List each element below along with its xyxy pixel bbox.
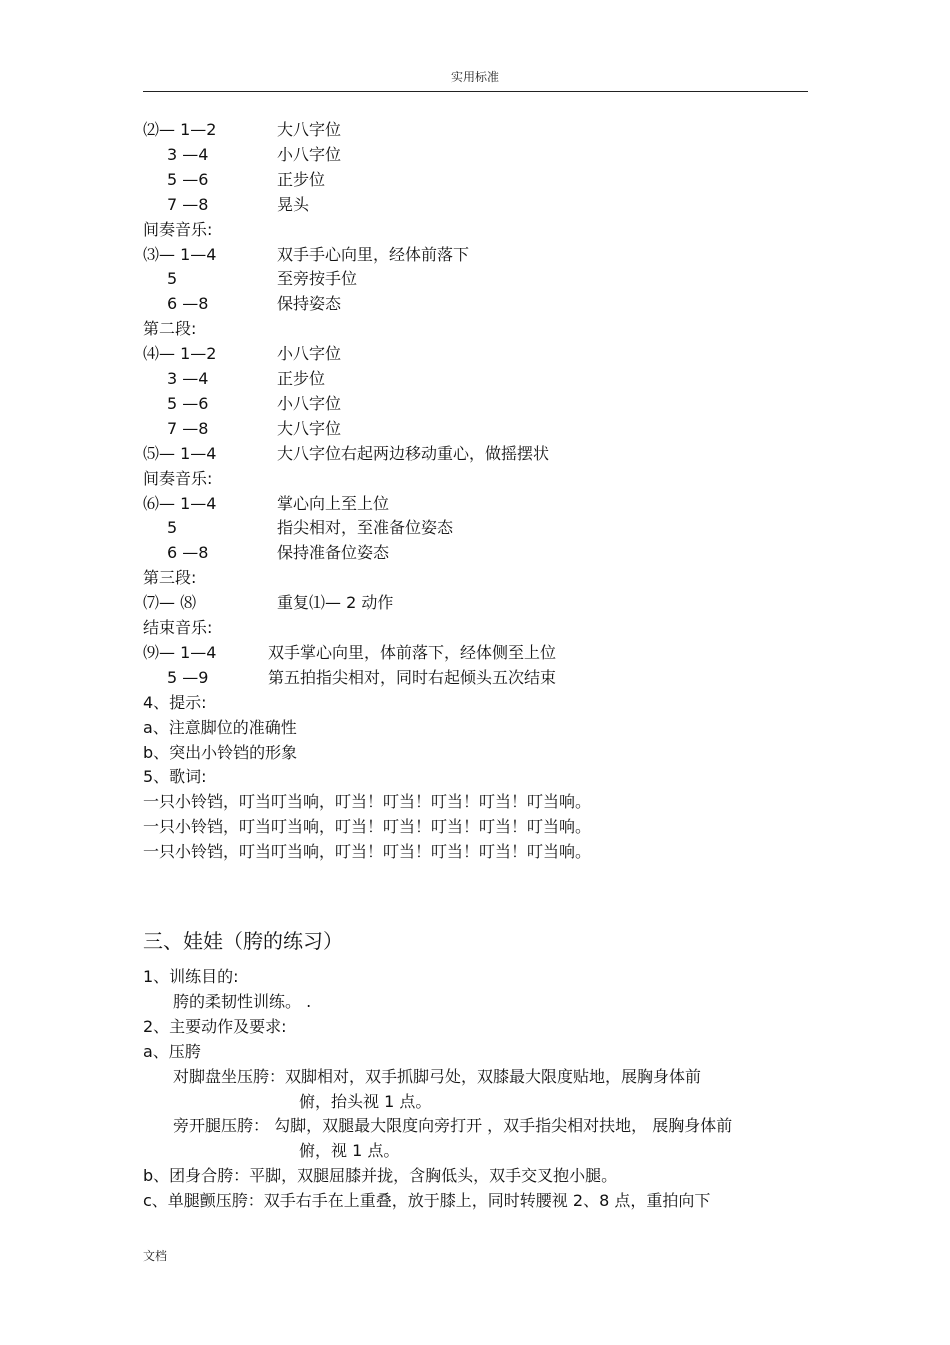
page-footer: 文档 — [143, 1249, 168, 1263]
section-text-line: 旁开腿压胯： 勾脚，双腿最大限度向旁打开 ，双手指尖相对扶地， 展胸身体前 — [173, 1116, 733, 1136]
line-col1: 间奏音乐: — [143, 219, 213, 239]
line-col1: ⑺— ⑻ — [143, 593, 197, 613]
line-col1: a、注意脚位的准确性 — [143, 717, 297, 737]
line-col3: 双手手心向里，经体前落下 — [277, 244, 470, 264]
section-text-line: 俯，抬头视 1 点。 — [299, 1091, 432, 1111]
line-col3: 正步位 — [277, 369, 326, 388]
line-col3: 晃头 — [277, 194, 310, 214]
line-col1: 4、提示: — [143, 692, 207, 712]
line-col3: 指尖相对，至准备位姿态 — [277, 518, 454, 538]
line-col2: 5 —6 — [167, 393, 209, 413]
line-col3: 大八字位 — [277, 418, 342, 438]
line-col1: ⑷— 1—2 — [143, 344, 217, 364]
line-col3: 大八字位右起两边移动重心，做摇摆状 — [277, 443, 550, 463]
line-col3: 至旁按手位 — [277, 269, 358, 289]
line-col1: 一只小铃铛，叮当叮当响，叮当！叮当！叮当！叮当！叮当响。 — [143, 842, 592, 862]
section-text-line: 胯的柔韧性训练。 . — [173, 991, 312, 1011]
line-col2: 7 —8 — [167, 194, 209, 214]
section-text-line: c、单腿颤压胯：双手右手在上重叠，放于膝上，同时转腰视 2、8 点，重拍向下 — [143, 1191, 711, 1211]
section-text-line: a、压胯 — [143, 1041, 201, 1061]
line-col3: 小八字位 — [277, 393, 342, 413]
line-col3: 大八字位 — [277, 120, 342, 139]
line-col1: 第三段: — [143, 568, 197, 588]
line-col2: 5 —9 — [167, 667, 209, 687]
section-text-line: 对脚盘坐压胯：双脚相对，双手抓脚弓处，双膝最大限度贴地，展胸身体前 — [173, 1066, 702, 1086]
line-col2: 7 —8 — [167, 418, 209, 438]
line-col2: 5 — [167, 518, 178, 538]
line-col3: 重复⑴— 2 动作 — [277, 593, 394, 613]
line-col3b: 双手掌心向里，体前落下，经体侧至上位 — [268, 642, 557, 662]
line-col1: ⑸— 1—4 — [143, 443, 217, 463]
line-col3: 正步位 — [277, 169, 326, 189]
line-col1: 一只小铃铛，叮当叮当响，叮当！叮当！叮当！叮当！叮当响。 — [143, 817, 592, 837]
section-title: 三、娃娃（胯的练习） — [143, 929, 343, 953]
section-text-line: 2、主要动作及要求: — [143, 1016, 287, 1036]
line-col3: 保持准备位姿态 — [277, 543, 390, 563]
section-text-line: 1、训练目的: — [143, 967, 239, 986]
line-col2: 5 — [167, 269, 178, 289]
line-col2: 5 —6 — [167, 169, 209, 189]
section-text-line: 俯，视 1 点。 — [299, 1141, 400, 1161]
line-col1: ⑶— 1—4 — [143, 244, 217, 264]
line-col1: ⑵— 1—2 — [143, 120, 217, 139]
line-col1: 一只小铃铛，叮当叮当响，叮当！叮当！叮当！叮当！叮当响。 — [143, 792, 592, 812]
line-col1: 结束音乐: — [143, 618, 213, 637]
line-col1: 5、歌词: — [143, 767, 207, 787]
line-col2: 6 —8 — [167, 543, 209, 563]
line-col3: 小八字位 — [277, 144, 342, 164]
line-col3: 小八字位 — [277, 344, 342, 364]
line-col1: ⑼— 1—4 — [143, 642, 217, 662]
header-rule — [143, 91, 808, 92]
line-col3: 保持姿态 — [277, 294, 342, 314]
line-col2: 6 —8 — [167, 294, 209, 314]
line-col2: 3 —4 — [167, 369, 209, 388]
line-col3b: 第五拍指尖相对，同时右起倾头五次结束 — [268, 667, 557, 687]
line-col1: b、突出小铃铛的形象 — [143, 742, 298, 762]
line-col1: ⑹— 1—4 — [143, 493, 217, 513]
line-col3: 掌心向上至上位 — [277, 493, 390, 513]
line-col1: 间奏音乐: — [143, 468, 213, 488]
line-col1: 第二段: — [143, 319, 197, 339]
line-col2: 3 —4 — [167, 144, 209, 164]
page-header-title: 实用标准 — [450, 70, 499, 84]
section-text-line: b、团身合胯：平脚，双腿屈膝并拢，含胸低头，双手交叉抱小腿。 — [143, 1166, 618, 1186]
